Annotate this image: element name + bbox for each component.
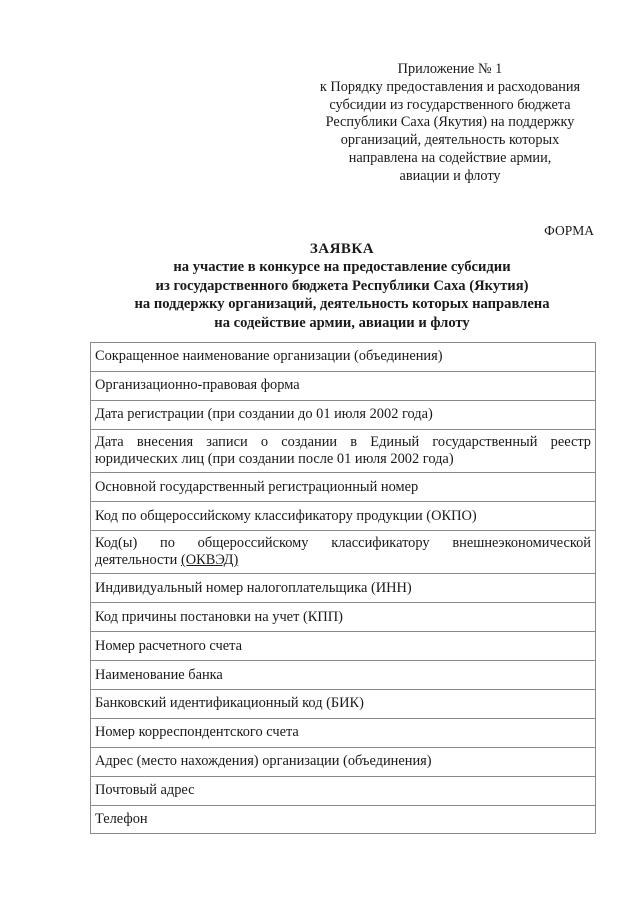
row-label: Адрес (место нахождения) организации (объединения) (91, 747, 596, 776)
row-label-okved (91, 530, 596, 574)
row-label: Почтовый адрес (91, 776, 596, 805)
table-row (91, 429, 596, 473)
document-title (80, 240, 604, 332)
title-line: из государственного бюджета Республики Саха (Якутия) (155, 277, 529, 294)
table-row (91, 502, 596, 531)
row-label: Сокращенное наименование организации (объединения) (91, 343, 596, 372)
row-label: Дата внесения записи о создании в Единый государственный реестр юридических лиц (при создании после 01 июля 2002 года) (91, 429, 596, 473)
row-label: Код причины постановки на учет (КПП) (91, 603, 596, 632)
row-label: Основной государственный регистрационный номер (91, 473, 596, 502)
table-row (91, 400, 596, 429)
table-row (91, 690, 596, 719)
row-label: Индивидуальный номер налогоплательщика (ИНН) (91, 574, 596, 603)
form-label: ФОРМА (544, 223, 594, 238)
table-row (91, 530, 596, 574)
table-row (91, 747, 596, 776)
appendix-header (298, 61, 602, 186)
appendix-line: Республики Саха (Якутия) на поддержку (325, 114, 575, 131)
table-row (91, 776, 596, 805)
row-label: Номер корреспондентского счета (91, 718, 596, 747)
table-row (91, 603, 596, 632)
table-row (91, 632, 596, 661)
table-row (91, 473, 596, 502)
title-line: на участие в конкурсе на предоставление субсидии (173, 259, 511, 276)
row-label-text: Код(ы) по общероссийскому классификатору внешнеэкономической деятельности (95, 535, 591, 569)
row-label: Номер расчетного счета (91, 632, 596, 661)
row-label: Наименование банка (91, 661, 596, 690)
okved-link: (ОКВЭД) (181, 552, 239, 569)
appendix-line: к Порядку предоставления и расходования (319, 78, 581, 95)
application-form-table (90, 342, 596, 834)
table-row (91, 574, 596, 603)
appendix-line: субсидии из государственного бюджета (329, 96, 571, 113)
row-label: Банковский идентификационный код (БИК) (91, 690, 596, 719)
appendix-line: организаций, деятельность которых (340, 132, 560, 149)
title-line: на поддержку организаций, деятельность которых направлена (134, 296, 550, 313)
table-row (91, 343, 596, 372)
title-main: ЗАЯВКА (309, 241, 375, 257)
appendix-line: направлена на содействие армии, (348, 149, 552, 166)
row-label: Дата регистрации (при создании до 01 июля 2002 года) (91, 400, 596, 429)
appendix-line: авиации и флоту (399, 167, 501, 184)
table-row (91, 661, 596, 690)
row-label: Телефон (91, 805, 596, 834)
row-label: Код по общероссийскому классификатору продукции (ОКПО) (91, 502, 596, 531)
table-row (91, 805, 596, 834)
table-row (91, 718, 596, 747)
appendix-line: Приложение № 1 (397, 61, 503, 77)
row-label: Организационно-правовая форма (91, 371, 596, 400)
table-row (91, 371, 596, 400)
title-line: на содействие армии, авиации и флоту (214, 314, 470, 331)
